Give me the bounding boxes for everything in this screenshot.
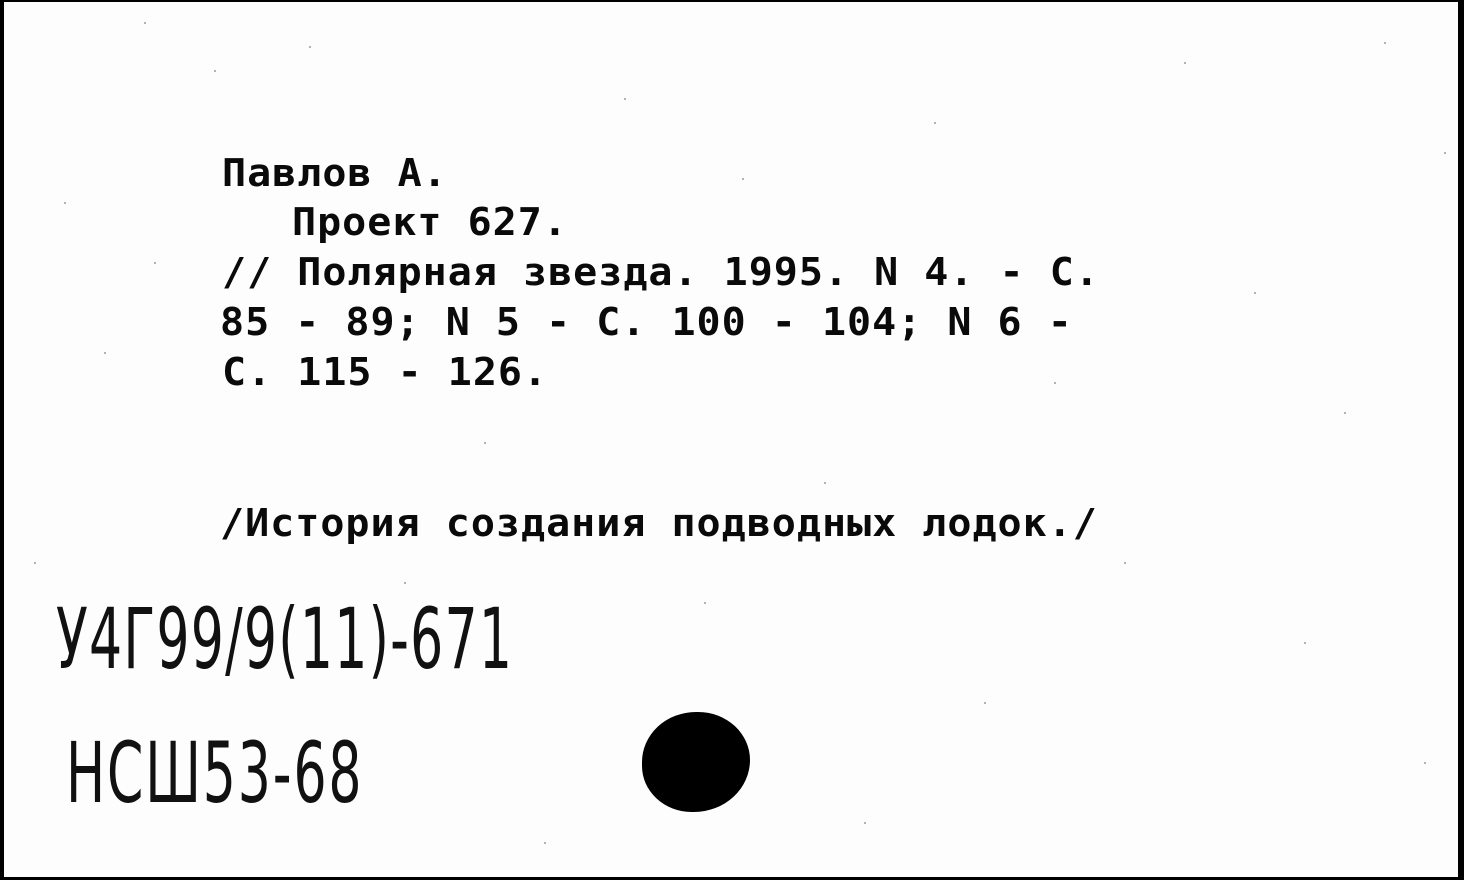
author-line: Павлов А.: [222, 152, 448, 196]
dust-speck: [214, 70, 216, 72]
dust-speck: [144, 22, 146, 24]
source-line-1: // Полярная звезда. 1995. N 4. - С.: [222, 251, 1100, 295]
dust-speck: [824, 482, 826, 484]
dust-speck: [64, 202, 66, 204]
dust-speck: [934, 122, 936, 124]
dust-speck: [864, 822, 866, 824]
source-line-2: 85 - 89; N 5 - С. 100 - 104; N 6 -: [220, 301, 1073, 345]
title-line: Проект 627.: [292, 201, 568, 245]
dust-speck: [742, 178, 744, 180]
handwritten-shelfmark-2: НСШ53-68: [66, 724, 364, 822]
dust-speck: [544, 842, 546, 844]
dust-speck: [1384, 42, 1386, 44]
dust-speck: [1124, 562, 1126, 564]
dust-speck: [1054, 382, 1056, 384]
dust-speck: [154, 262, 156, 264]
dust-speck: [484, 442, 486, 444]
annotation-line: /История создания подводных лодок./: [220, 502, 1098, 546]
dust-speck: [104, 352, 106, 354]
dust-speck: [1254, 292, 1256, 294]
dust-speck: [1424, 762, 1426, 764]
dust-speck: [1444, 152, 1446, 154]
dust-speck: [1304, 642, 1306, 644]
dust-speck: [309, 46, 311, 48]
handwritten-shelfmark-1: У4Г99/9(11)-671: [56, 590, 514, 688]
dust-speck: [1184, 62, 1186, 64]
punch-hole: [642, 712, 750, 812]
dust-speck: [404, 582, 406, 584]
dust-speck: [34, 562, 36, 564]
dust-speck: [704, 602, 706, 604]
dust-speck: [624, 98, 626, 100]
dust-speck: [984, 702, 986, 704]
dust-speck: [1344, 412, 1346, 414]
source-line-3: С. 115 - 126.: [222, 351, 549, 395]
